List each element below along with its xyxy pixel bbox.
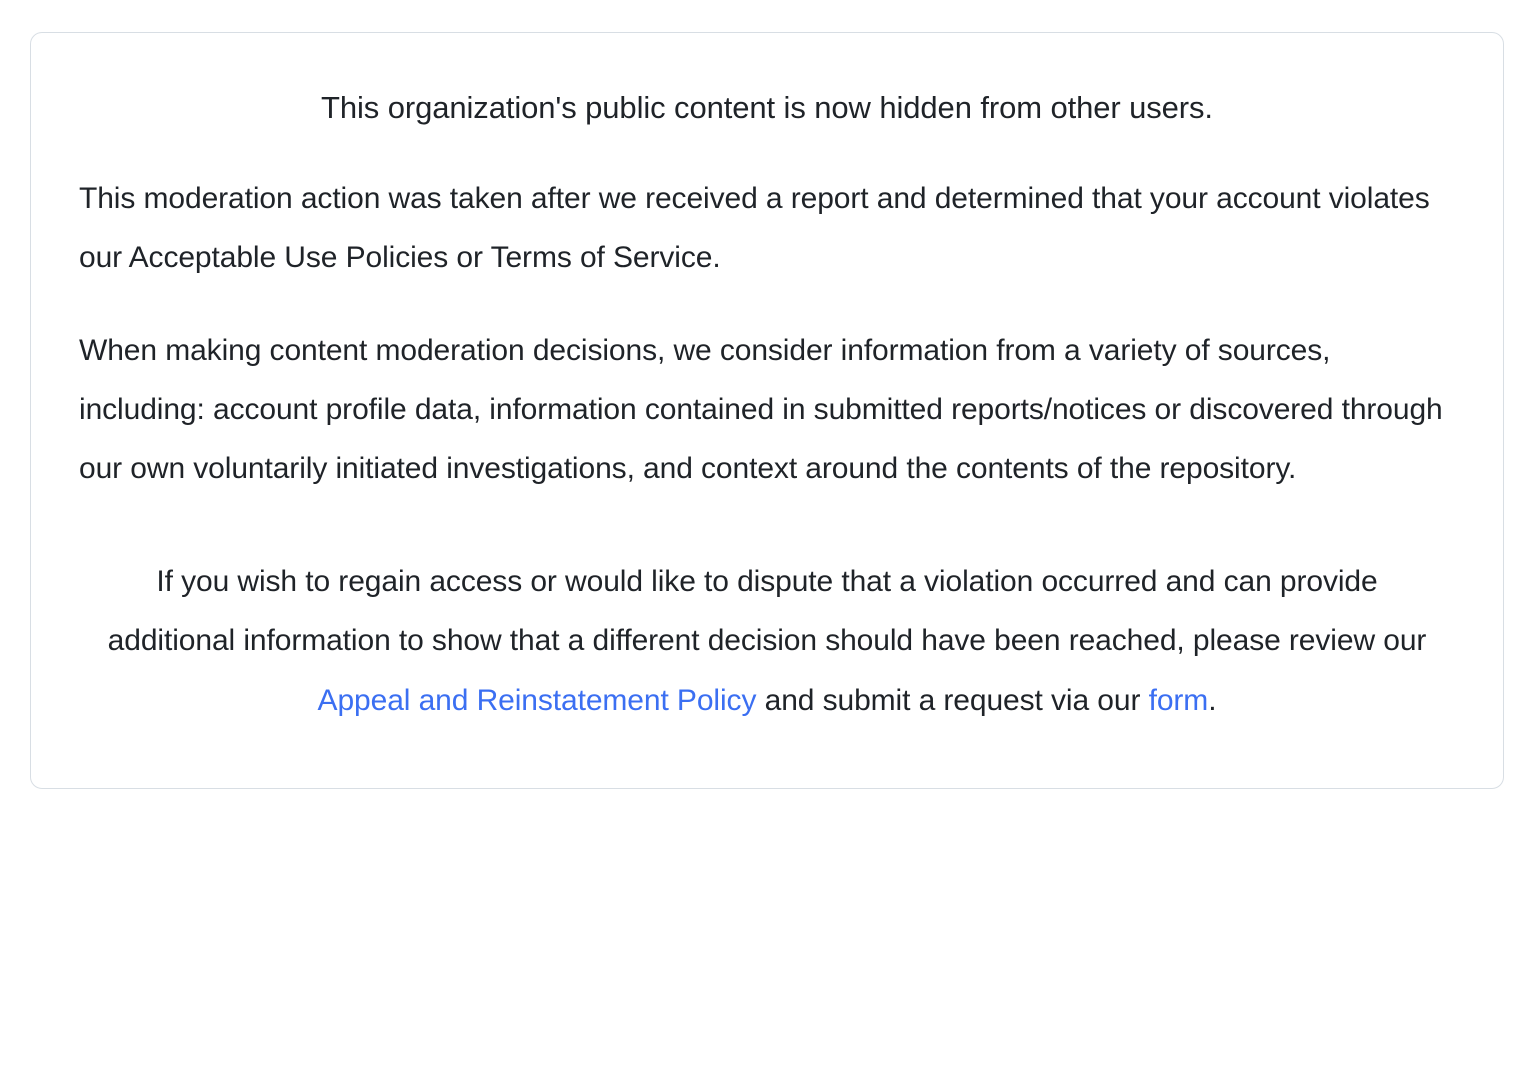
moderation-notice-card <box>30 32 1504 789</box>
page-title: This organization's public content is now hidden from other users. <box>321 90 1213 125</box>
appeal-text-after-link: . <box>1208 683 1217 717</box>
appeal-instructions <box>93 552 1441 730</box>
appeal-text-between-links: and submit a request via our <box>756 683 1149 717</box>
appeal-and-reinstatement-policy-link[interactable]: Appeal and Reinstatement Policy <box>317 683 757 717</box>
moderation-sources-paragraph: When making content moderation decisions, we consider information from a variety of sources, including: account profile data, information contained in submitted reports/notices or discovered through our own voluntarily initiated investigations, and context around the contents of the repository. <box>79 333 1443 486</box>
moderation-reason-paragraph: This moderation action was taken after we received a report and determined that your account violates our Acceptable Use Policies or Terms of Service. <box>79 181 1430 275</box>
appeal-form-link[interactable]: form <box>1148 683 1209 717</box>
appeal-text-before-link: If you wish to regain access or would like to dispute that a violation occurred and can provide additional information to show that a different decision should have been reached, please review our <box>107 564 1427 658</box>
